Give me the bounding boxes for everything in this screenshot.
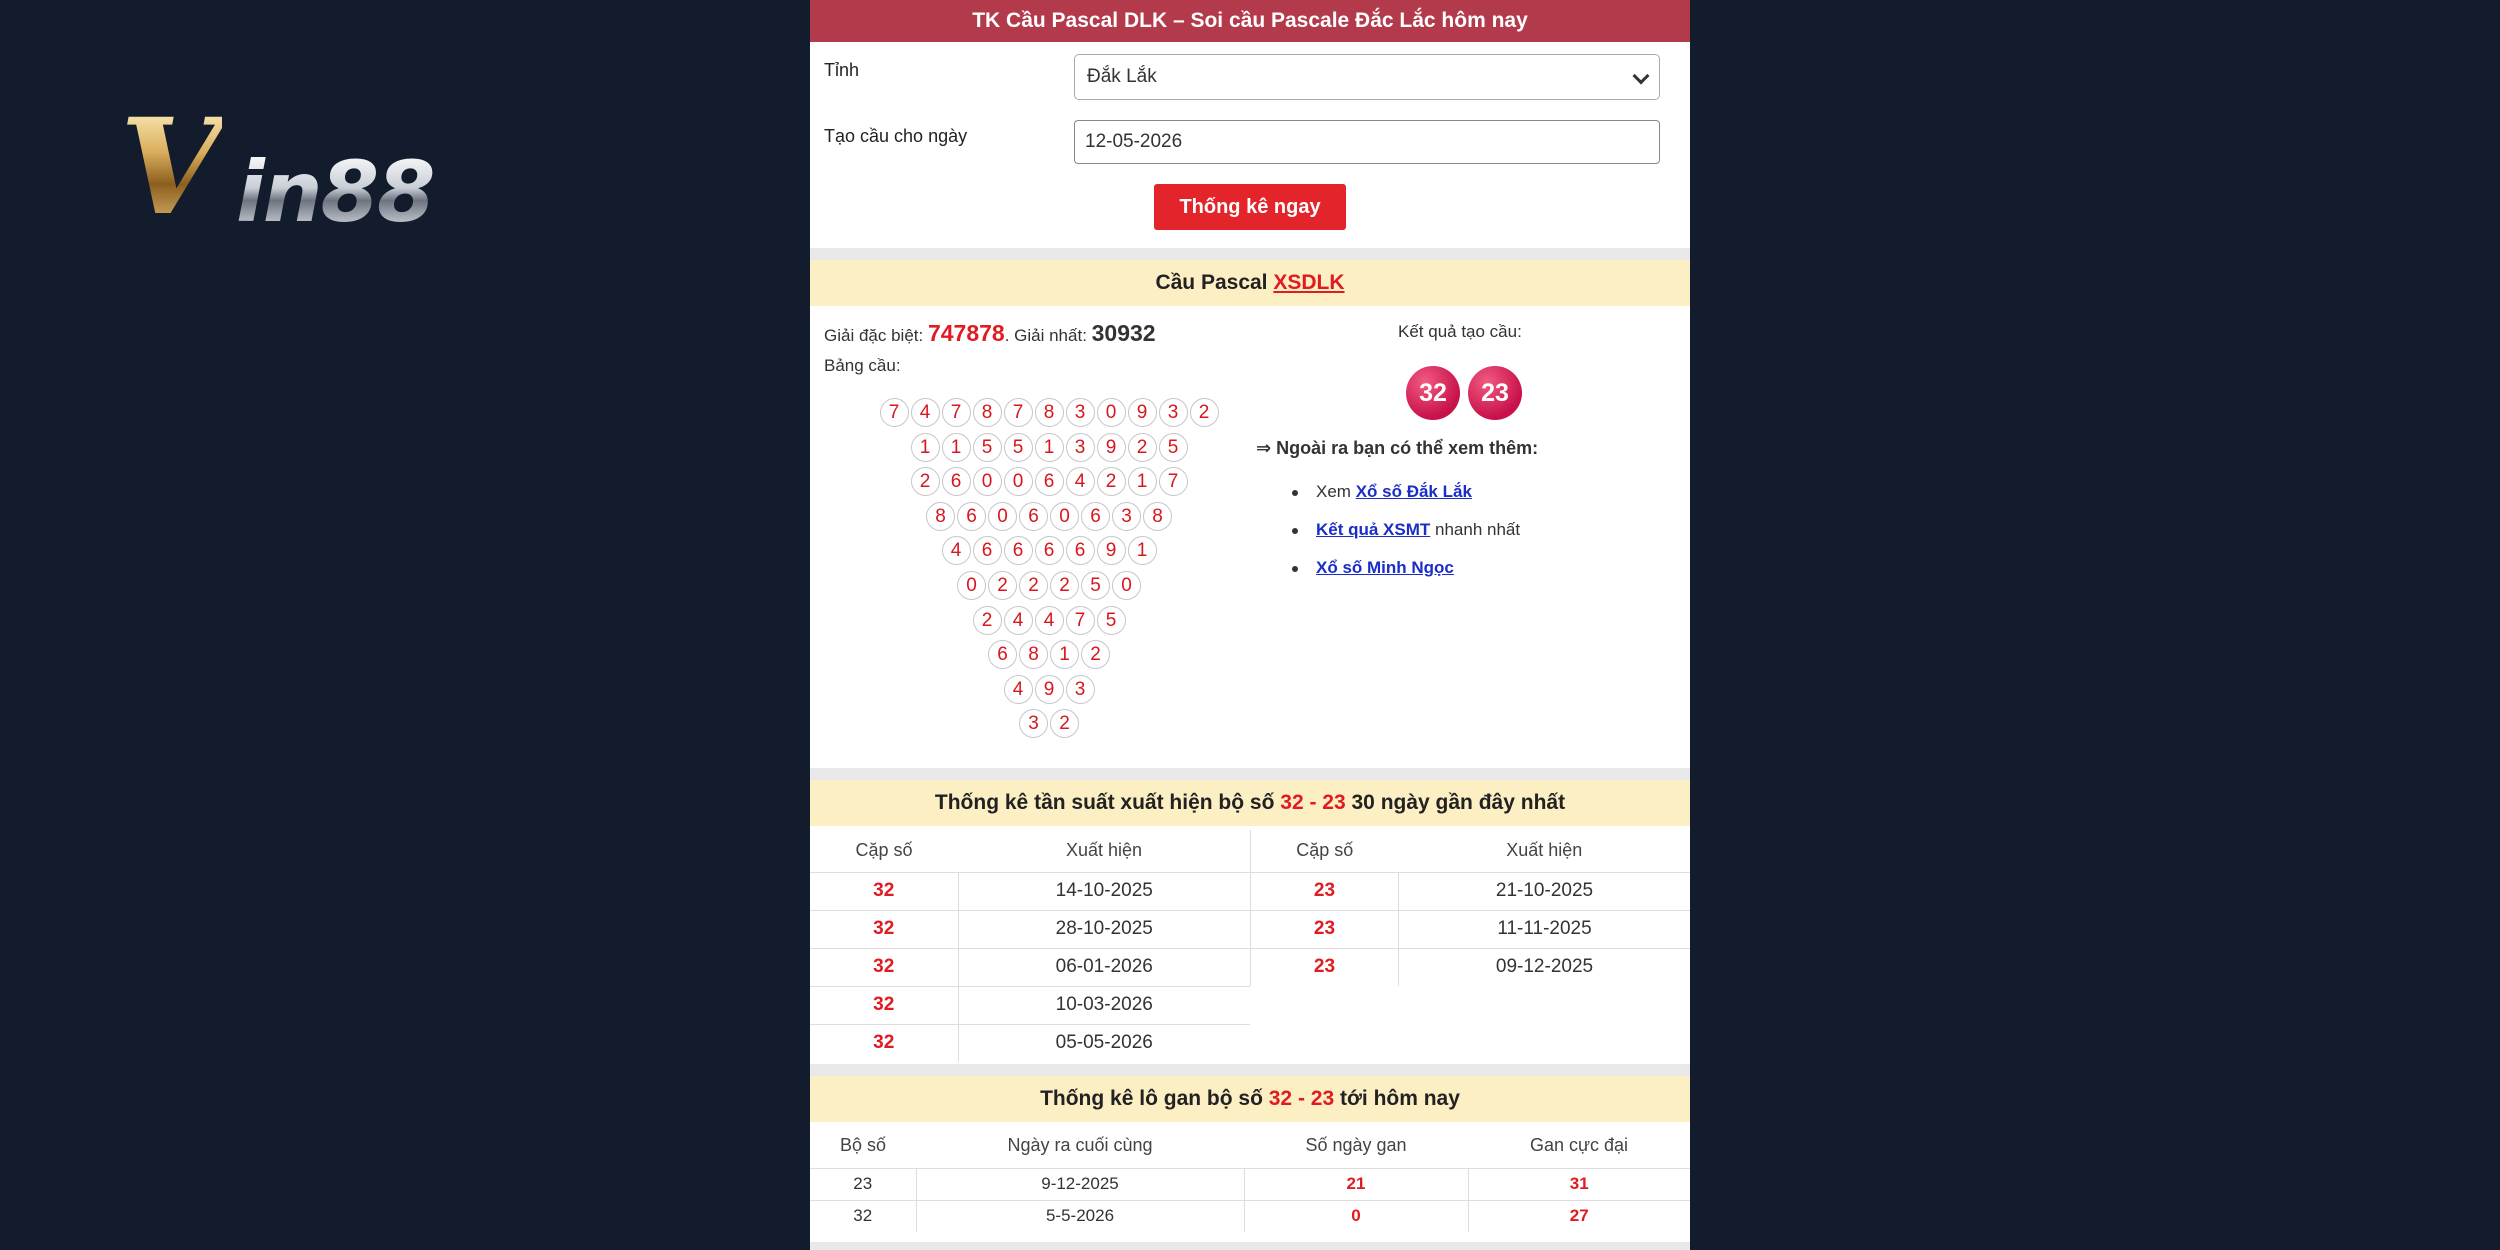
content-panel (810, 0, 1690, 1250)
pascal-box (810, 260, 1690, 768)
pascal-digit: 6 (1081, 502, 1110, 531)
frequency-box (810, 780, 1690, 1064)
frequency-heading (810, 780, 1690, 826)
logo-letter-v: V (120, 90, 223, 245)
pair-cell: 23 (1251, 948, 1399, 986)
pair-cell: 23 (1251, 910, 1399, 948)
pascal-digit: 4 (1004, 606, 1033, 635)
link-suffix: nhanh nhất (1430, 520, 1521, 539)
date-cell: 28-10-2025 (958, 910, 1250, 948)
gan-heading-suffix: tới hôm nay (1334, 1087, 1460, 1110)
pair-cell: 32 (810, 948, 958, 986)
first-prize-label: . Giải nhất: (1004, 326, 1092, 345)
first-prize-value: 30932 (1091, 320, 1156, 346)
table-row (810, 1168, 1690, 1200)
col-seen: Xuất hiện (1506, 840, 1583, 861)
result-ball-2: 23 (1468, 366, 1522, 420)
province-select-value: Đắk Lắk (1087, 66, 1157, 87)
pascal-table-label: Bảng cầu: (824, 356, 901, 375)
pascal-digit: 2 (1050, 709, 1079, 738)
gan-cell: 21 (1244, 1168, 1468, 1200)
date-cell: 10-03-2026 (958, 986, 1250, 1024)
col-pair: Cặp số (855, 840, 913, 861)
pascal-digit: 6 (1035, 467, 1064, 496)
gan-cell: 9-12-2025 (916, 1168, 1244, 1200)
date-cell: 21-10-2025 (1399, 872, 1691, 910)
pascal-digit: 5 (973, 433, 1002, 462)
pascal-digit: 0 (973, 467, 1002, 496)
pascal-digit: 8 (1143, 502, 1172, 531)
special-prize-value: 747878 (927, 320, 1005, 346)
pascal-digit: 2 (988, 571, 1017, 600)
pascal-digit: 7 (942, 398, 971, 427)
pascal-digit: 9 (1097, 433, 1126, 462)
date-cell: 09-12-2025 (1399, 948, 1691, 986)
pascal-digit: 6 (988, 640, 1017, 669)
pascal-digit: 1 (1050, 640, 1079, 669)
pascal-digit: 5 (1159, 433, 1188, 462)
pascal-digit: 3 (1112, 502, 1141, 531)
pascal-digit: 1 (942, 433, 971, 462)
gan-cell: 31 (1468, 1168, 1690, 1200)
xsdlk-link[interactable]: XSDLK (1273, 271, 1345, 294)
pascal-digit: 8 (973, 398, 1002, 427)
pascal-digit: 6 (973, 536, 1002, 565)
form-box (810, 0, 1690, 248)
pascal-digit: 2 (1190, 398, 1219, 427)
pascal-digit: 1 (1128, 467, 1157, 496)
gan-cell: 0 (1244, 1200, 1468, 1232)
pascal-digit: 0 (1112, 571, 1141, 600)
date-label: Tạo cầu cho ngày (824, 126, 968, 146)
pascal-digit: 7 (1004, 398, 1033, 427)
col-bo-so: Bộ số (839, 1135, 887, 1156)
frequency-table-left (810, 830, 1250, 1062)
logo-text: in88 (236, 143, 434, 241)
gan-cell: 27 (1468, 1200, 1690, 1232)
gan-table (810, 1124, 1690, 1232)
date-cell: 14-10-2025 (958, 872, 1250, 910)
table-row (810, 1024, 1250, 1062)
gan-box (810, 1076, 1690, 1242)
pair-cell: 32 (810, 1024, 958, 1062)
pascal-digit: 8 (1019, 640, 1048, 669)
pair-cell: 32 (810, 910, 958, 948)
pascal-digit: 5 (1004, 433, 1033, 462)
ket-qua-xsmt-link[interactable]: Kết quả XSMT (1316, 520, 1431, 539)
gan-cell: 5-5-2026 (916, 1200, 1244, 1232)
pair-cell: 23 (1251, 872, 1399, 910)
pascal-digit: 2 (1097, 467, 1126, 496)
pascal-digit: 6 (1004, 536, 1033, 565)
pascal-digit: 4 (942, 536, 971, 565)
list-item (1286, 520, 1520, 558)
prize-info (824, 320, 1156, 347)
frequency-heading-text: Thống kê tần suất xuất hiện bộ số (934, 791, 1281, 814)
pascal-digit: 2 (1128, 433, 1157, 462)
gan-heading-pair: 32 - 23 (1268, 1087, 1335, 1110)
pascal-digit: 5 (1081, 571, 1110, 600)
pascal-digit: 8 (926, 502, 955, 531)
page-title: TK Cầu Pascal DLK – Soi cầu Pascale Đắc Lắc hôm nay (810, 0, 1690, 42)
date-cell: 05-05-2026 (958, 1024, 1250, 1062)
gan-cell: 32 (810, 1200, 916, 1232)
see-more-list (1286, 482, 1520, 596)
col-gan-max: Gan cực đại (1529, 1135, 1629, 1156)
xo-so-minh-ngoc-link[interactable]: Xổ số Minh Ngọc (1316, 558, 1454, 577)
pascal-digit: 7 (880, 398, 909, 427)
col-seen: Xuất hiện (1065, 840, 1143, 861)
gan-cell: 23 (810, 1168, 916, 1200)
pascal-digit: 0 (988, 502, 1017, 531)
pascal-digit: 4 (1066, 467, 1095, 496)
table-row (1251, 948, 1691, 986)
see-more-label: ⇒ Ngoài ra bạn có thể xem thêm: (1256, 438, 1539, 458)
pascal-digit: 2 (911, 467, 940, 496)
pascal-digit: 2 (1081, 640, 1110, 669)
vin88-logo (120, 90, 490, 245)
table-row (1251, 872, 1691, 910)
pascal-digit: 9 (1128, 398, 1157, 427)
pascal-digit: 1 (1035, 433, 1064, 462)
col-gan-days: Số ngày gan (1305, 1135, 1407, 1156)
result-ball-1: 32 (1406, 366, 1460, 420)
gan-heading-text: Thống kê lô gan bộ số (1040, 1087, 1269, 1110)
pascal-digit: 6 (1035, 536, 1064, 565)
pair-cell: 32 (810, 872, 958, 910)
pascal-digit: 0 (1004, 467, 1033, 496)
pascal-digit: 1 (911, 433, 940, 462)
date-input[interactable]: 12-05-2026 (1074, 120, 1660, 164)
pascal-digit: 2 (973, 606, 1002, 635)
province-select[interactable] (1074, 54, 1660, 100)
frequency-heading-suffix: 30 ngày gần đây nhất (1345, 791, 1566, 814)
pascal-digit: 0 (1050, 502, 1079, 531)
pascal-digit: 3 (1066, 398, 1095, 427)
pascal-digit: 4 (1035, 606, 1064, 635)
pascal-digit: 6 (957, 502, 986, 531)
special-prize-label: Giải đặc biệt: (824, 326, 928, 345)
pascal-digit: 4 (911, 398, 940, 427)
pascal-digit: 2 (1050, 571, 1079, 600)
link-prefix: Xem (1316, 482, 1356, 501)
col-last-date: Ngày ra cuối cùng (1007, 1135, 1153, 1156)
xo-so-dak-lak-link[interactable]: Xổ số Đắk Lắk (1355, 482, 1472, 501)
pascal-heading (810, 260, 1690, 306)
list-item (1286, 558, 1520, 596)
province-label: Tỉnh (824, 60, 860, 80)
table-row (810, 1200, 1690, 1232)
pair-cell: 32 (810, 986, 958, 1024)
submit-button[interactable]: Thống kê ngay (1154, 184, 1346, 230)
pascal-digit: 7 (1066, 606, 1095, 635)
table-row (810, 872, 1250, 910)
date-cell: 06-01-2026 (958, 948, 1250, 986)
pascal-digit: 2 (1019, 571, 1048, 600)
pascal-digit: 7 (1159, 467, 1188, 496)
table-row (1251, 910, 1691, 948)
table-row (810, 910, 1250, 948)
frequency-heading-pair: 32 - 23 (1280, 791, 1346, 814)
pascal-digit: 9 (1097, 536, 1126, 565)
table-row (810, 948, 1250, 986)
pascal-digit: 3 (1019, 709, 1048, 738)
pascal-digit: 4 (1004, 675, 1033, 704)
result-label: Kết quả tạo cầu: (1398, 322, 1522, 341)
pascal-digit: 6 (1019, 502, 1048, 531)
pascal-digit: 1 (1128, 536, 1157, 565)
col-pair: Cặp số (1296, 840, 1354, 861)
pascal-digit: 0 (1097, 398, 1126, 427)
pascal-digit: 3 (1066, 433, 1095, 462)
chevron-down-icon (1633, 68, 1650, 85)
pascal-digit: 9 (1035, 675, 1064, 704)
list-item (1286, 482, 1520, 520)
pascal-heading-text: Cầu Pascal (1155, 271, 1274, 294)
pascal-digit: 3 (1159, 398, 1188, 427)
gan-heading (810, 1076, 1690, 1122)
table-row (810, 986, 1250, 1024)
frequency-table-right (1250, 830, 1690, 986)
pascal-digit: 8 (1035, 398, 1064, 427)
pascal-digit: 0 (957, 571, 986, 600)
pascal-digit: 6 (942, 467, 971, 496)
pascal-digit: 5 (1097, 606, 1126, 635)
date-cell: 11-11-2025 (1399, 910, 1691, 948)
pascal-digit: 6 (1066, 536, 1095, 565)
pascal-digit: 3 (1066, 675, 1095, 704)
